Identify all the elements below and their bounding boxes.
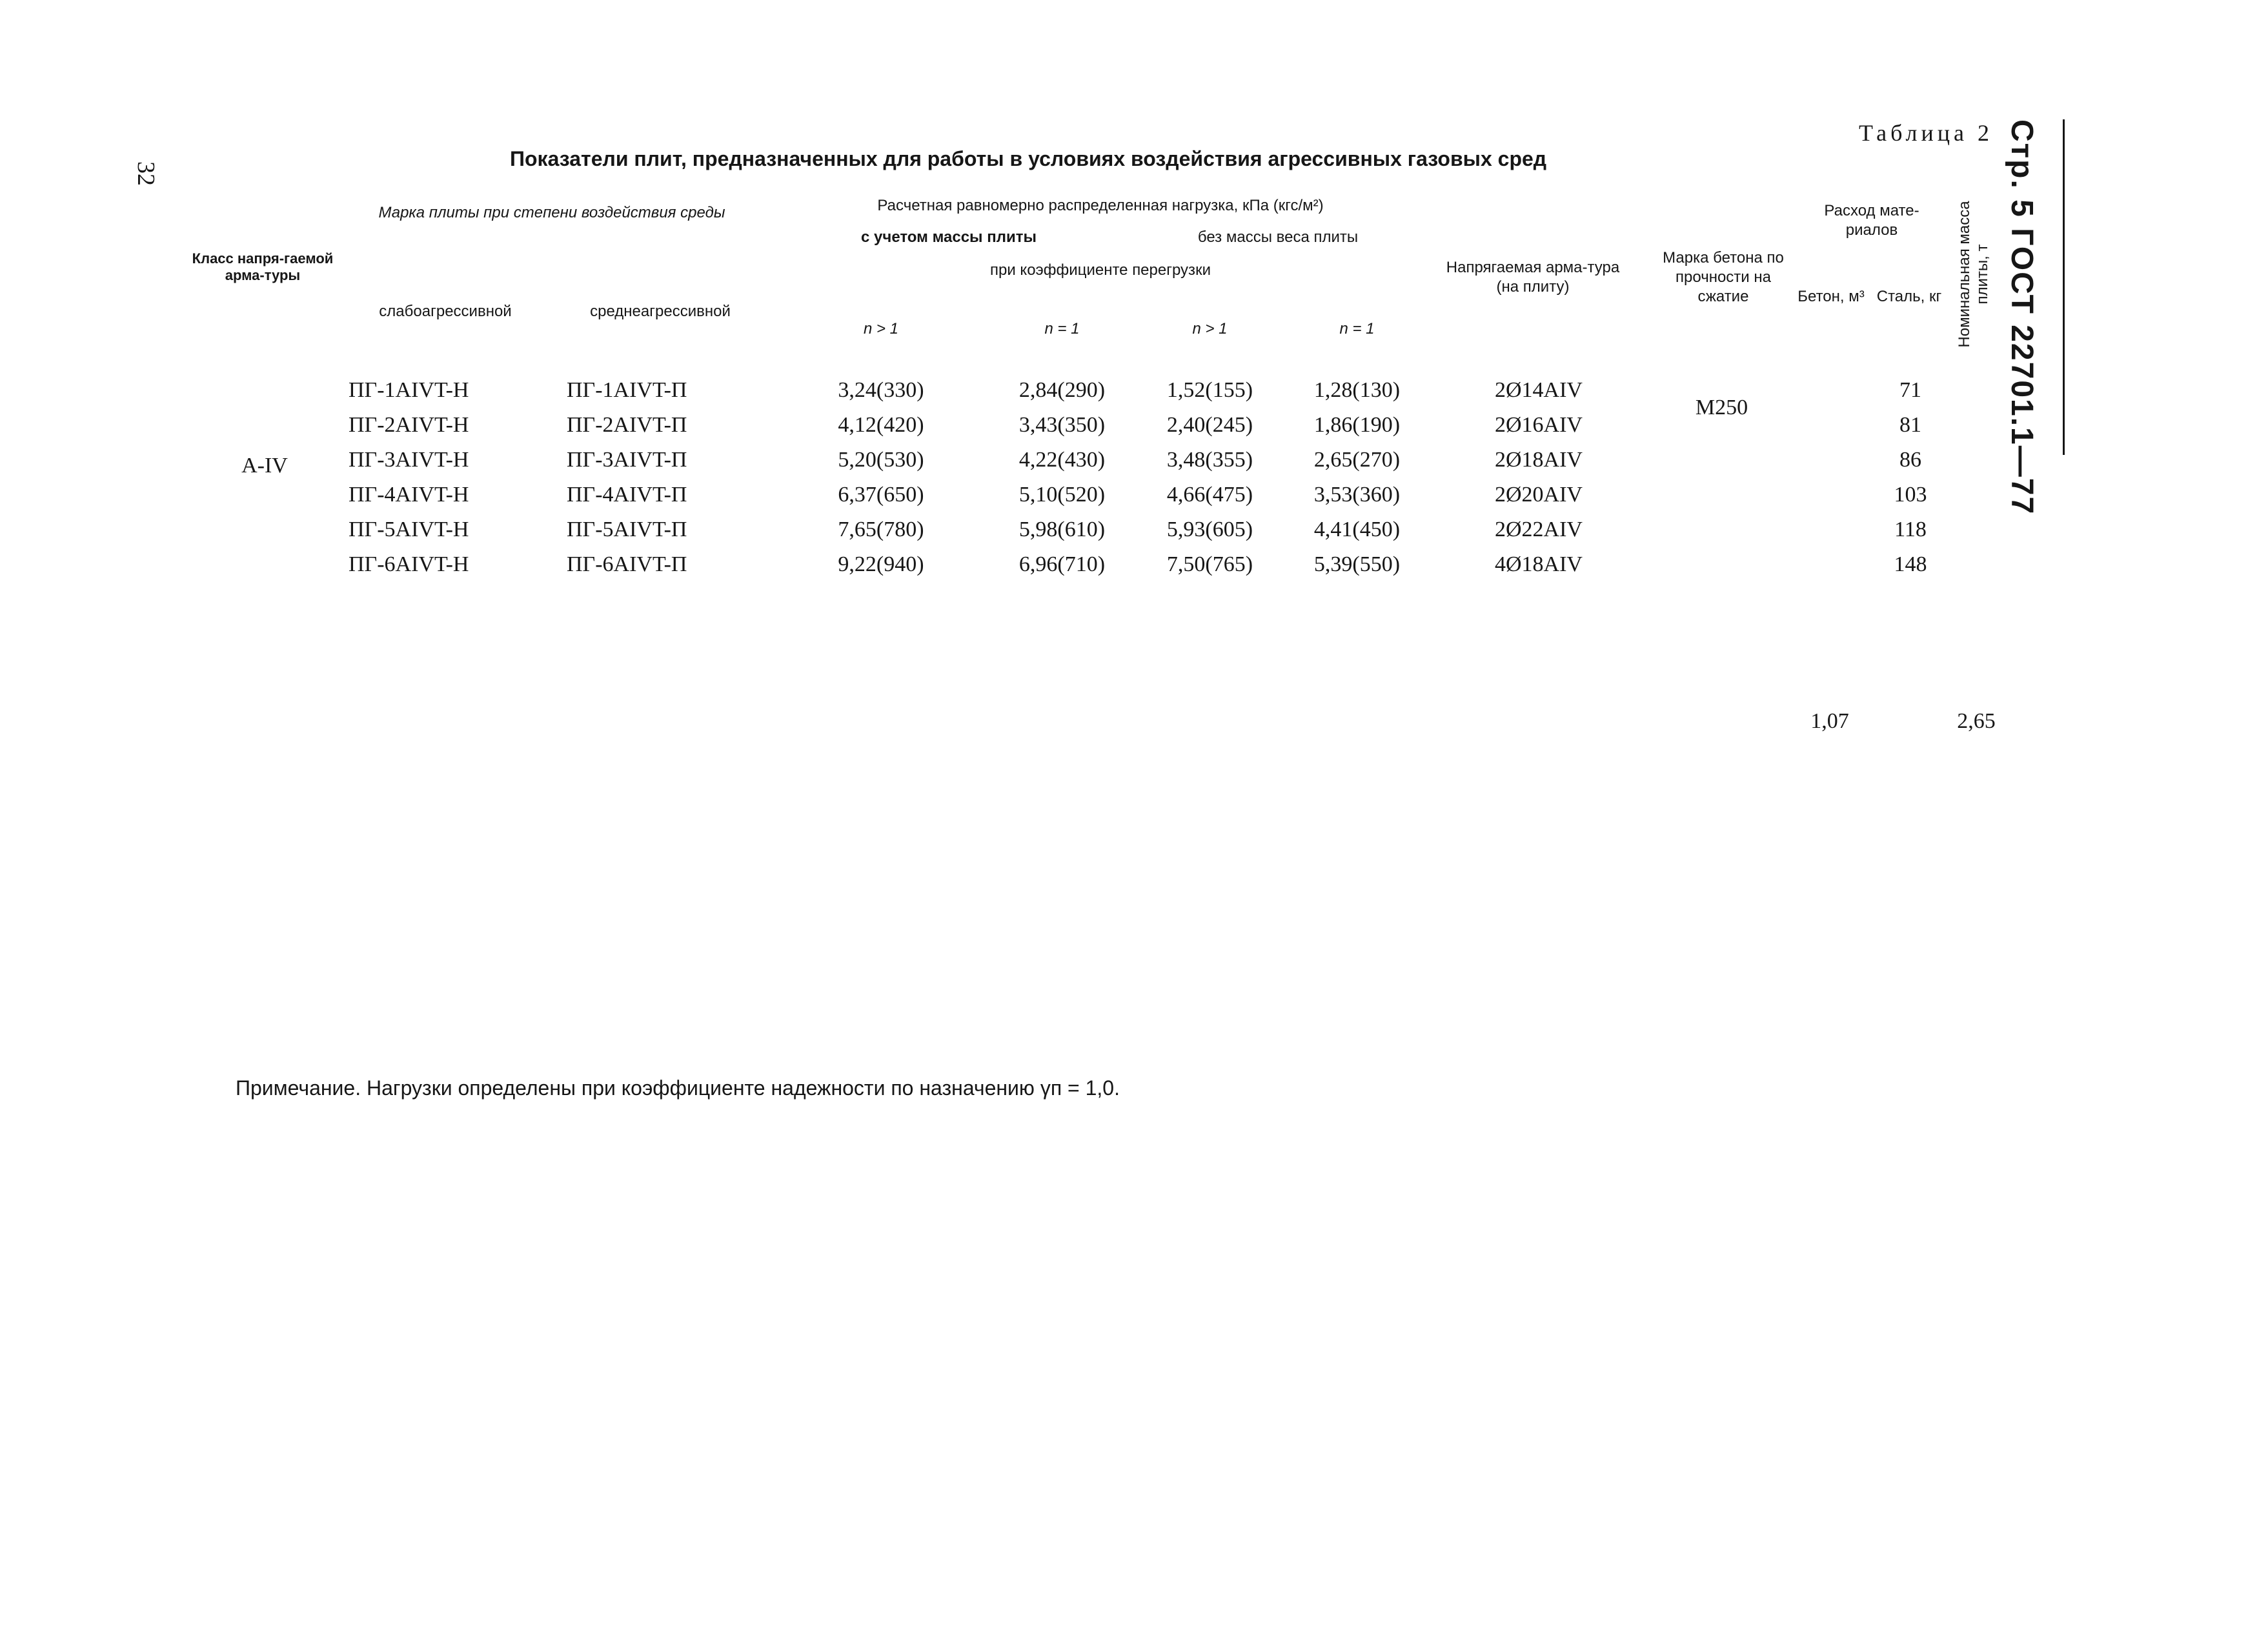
load-cell: 2,40(245)	[1166, 413, 1253, 437]
nominal-mass-value: 2,65	[1957, 709, 1996, 733]
steel-cell: 118	[1894, 518, 1927, 541]
rebar-cell: 2Ø16AIV	[1495, 413, 1583, 437]
header-weak: слабоагрессивной	[379, 303, 512, 320]
load-cell: 5,39(550)	[1313, 552, 1401, 576]
header-without-mass: без массы веса плиты	[1197, 228, 1359, 246]
table-title: Показатели плит, предназначенных для работы в условиях воздействия агрессивных газовых сред	[510, 147, 1547, 170]
medium-mark-cell: ПГ-5AIVT-П	[567, 518, 687, 541]
load-cell: 4,66(475)	[1166, 483, 1253, 507]
load-cell: 2,65(270)	[1313, 448, 1401, 472]
load-cell: 4,41(450)	[1313, 518, 1401, 541]
medium-mark-cell: ПГ-1AIVT-П	[567, 378, 687, 402]
steel-cell: 148	[1894, 552, 1927, 576]
load-cell: 1,52(155)	[1166, 378, 1253, 402]
steel-cell: 81	[1899, 413, 1921, 437]
weak-mark-cell: ПГ-1AIVT-Н	[349, 378, 469, 402]
weak-mark-cell: ПГ-6AIVT-Н	[349, 552, 469, 576]
header-overload: при коэффициенте перегрузки	[990, 261, 1211, 279]
header-load-group: Расчетная равномерно распределенная нагрузка, кПа (кгс/м²)	[877, 197, 1324, 214]
header-n-eq1-b: n = 1	[1339, 320, 1375, 337]
load-cell: 4,12(420)	[838, 413, 924, 437]
load-cell: 2,84(290)	[1018, 378, 1106, 402]
load-cell: 5,98(610)	[1018, 518, 1106, 541]
header-with-mass: с учетом массы плиты	[861, 228, 1037, 246]
header-class: Класс напря-гаемой арма-туры	[192, 250, 334, 283]
load-cell: 4,22(430)	[1018, 448, 1106, 472]
header-mass: Номинальная масса плиты, т	[1956, 201, 1991, 348]
load-cell: 5,10(520)	[1018, 483, 1106, 507]
load-cell: 6,96(710)	[1018, 552, 1106, 576]
class-label: A-IV	[241, 454, 288, 478]
load-cell: 6,37(650)	[838, 483, 924, 507]
header-medium: среднеагрессивной	[590, 303, 731, 320]
load-cell: 5,20(530)	[838, 448, 924, 472]
load-cell: 3,24(330)	[838, 378, 924, 402]
steel-cell: 103	[1894, 483, 1927, 507]
rebar-cell: 2Ø18AIV	[1495, 448, 1583, 472]
medium-mark-cell: ПГ-6AIVT-П	[567, 552, 687, 576]
concrete-volume-value: 1,07	[1810, 709, 1849, 733]
weak-mark-cell: ПГ-4AIVT-Н	[349, 483, 469, 507]
rebar-cell: 2Ø22AIV	[1495, 518, 1583, 541]
header-concrete-grade: Марка бетона по прочности на сжатие	[1663, 249, 1784, 305]
header-n-gt1-b: n > 1	[1192, 320, 1228, 337]
standard-label: Стр. 5 ГОСТ 22701.1—77	[2005, 119, 2039, 516]
table-label: Таблица 2	[1859, 120, 1993, 146]
rebar-cell: 2Ø14AIV	[1495, 378, 1583, 402]
medium-mark-cell: ПГ-3AIVT-П	[567, 448, 687, 472]
load-cell: 1,86(190)	[1313, 413, 1401, 437]
steel-cell: 86	[1899, 448, 1921, 472]
load-cell: 5,93(605)	[1166, 518, 1253, 541]
medium-mark-cell: ПГ-4AIVT-П	[567, 483, 687, 507]
load-cell: 7,50(765)	[1166, 552, 1253, 576]
weak-mark-cell: ПГ-3AIVT-Н	[349, 448, 469, 472]
rebar-cell: 2Ø20AIV	[1495, 483, 1583, 507]
table-note: Примечание. Нагрузки определены при коэффициенте надежности по назначению γп = 1,0.	[236, 1076, 1120, 1100]
header-rebar: Напрягаемая арма-тура (на плиту)	[1446, 259, 1620, 296]
header-steel: Сталь, кг	[1876, 288, 1942, 305]
load-cell: 9,22(940)	[838, 552, 924, 576]
load-cell: 3,48(355)	[1166, 448, 1253, 472]
rebar-cell: 4Ø18AIV	[1495, 552, 1583, 576]
page-number: 32	[132, 161, 159, 186]
header-mark-group: Марка плиты при степени воздействия среды	[378, 204, 725, 221]
load-cell: 7,65(780)	[838, 518, 924, 541]
weak-mark-cell: ПГ-2AIVT-Н	[349, 413, 469, 437]
header-n-eq1-a: n = 1	[1044, 320, 1080, 337]
medium-mark-cell: ПГ-2AIVT-П	[567, 413, 687, 437]
load-cell: 3,53(360)	[1313, 483, 1401, 507]
load-cell: 1,28(130)	[1313, 378, 1401, 402]
header-n-gt1-a: n > 1	[863, 320, 899, 337]
header-concrete: Бетон, м³	[1797, 288, 1865, 305]
weak-mark-cell: ПГ-5AIVT-Н	[349, 518, 469, 541]
concrete-grade-cell: M250	[1695, 396, 1748, 419]
header-materials: Расход мате-риалов	[1824, 202, 1919, 239]
load-cell: 3,43(350)	[1018, 413, 1106, 437]
steel-cell: 71	[1899, 378, 1921, 402]
